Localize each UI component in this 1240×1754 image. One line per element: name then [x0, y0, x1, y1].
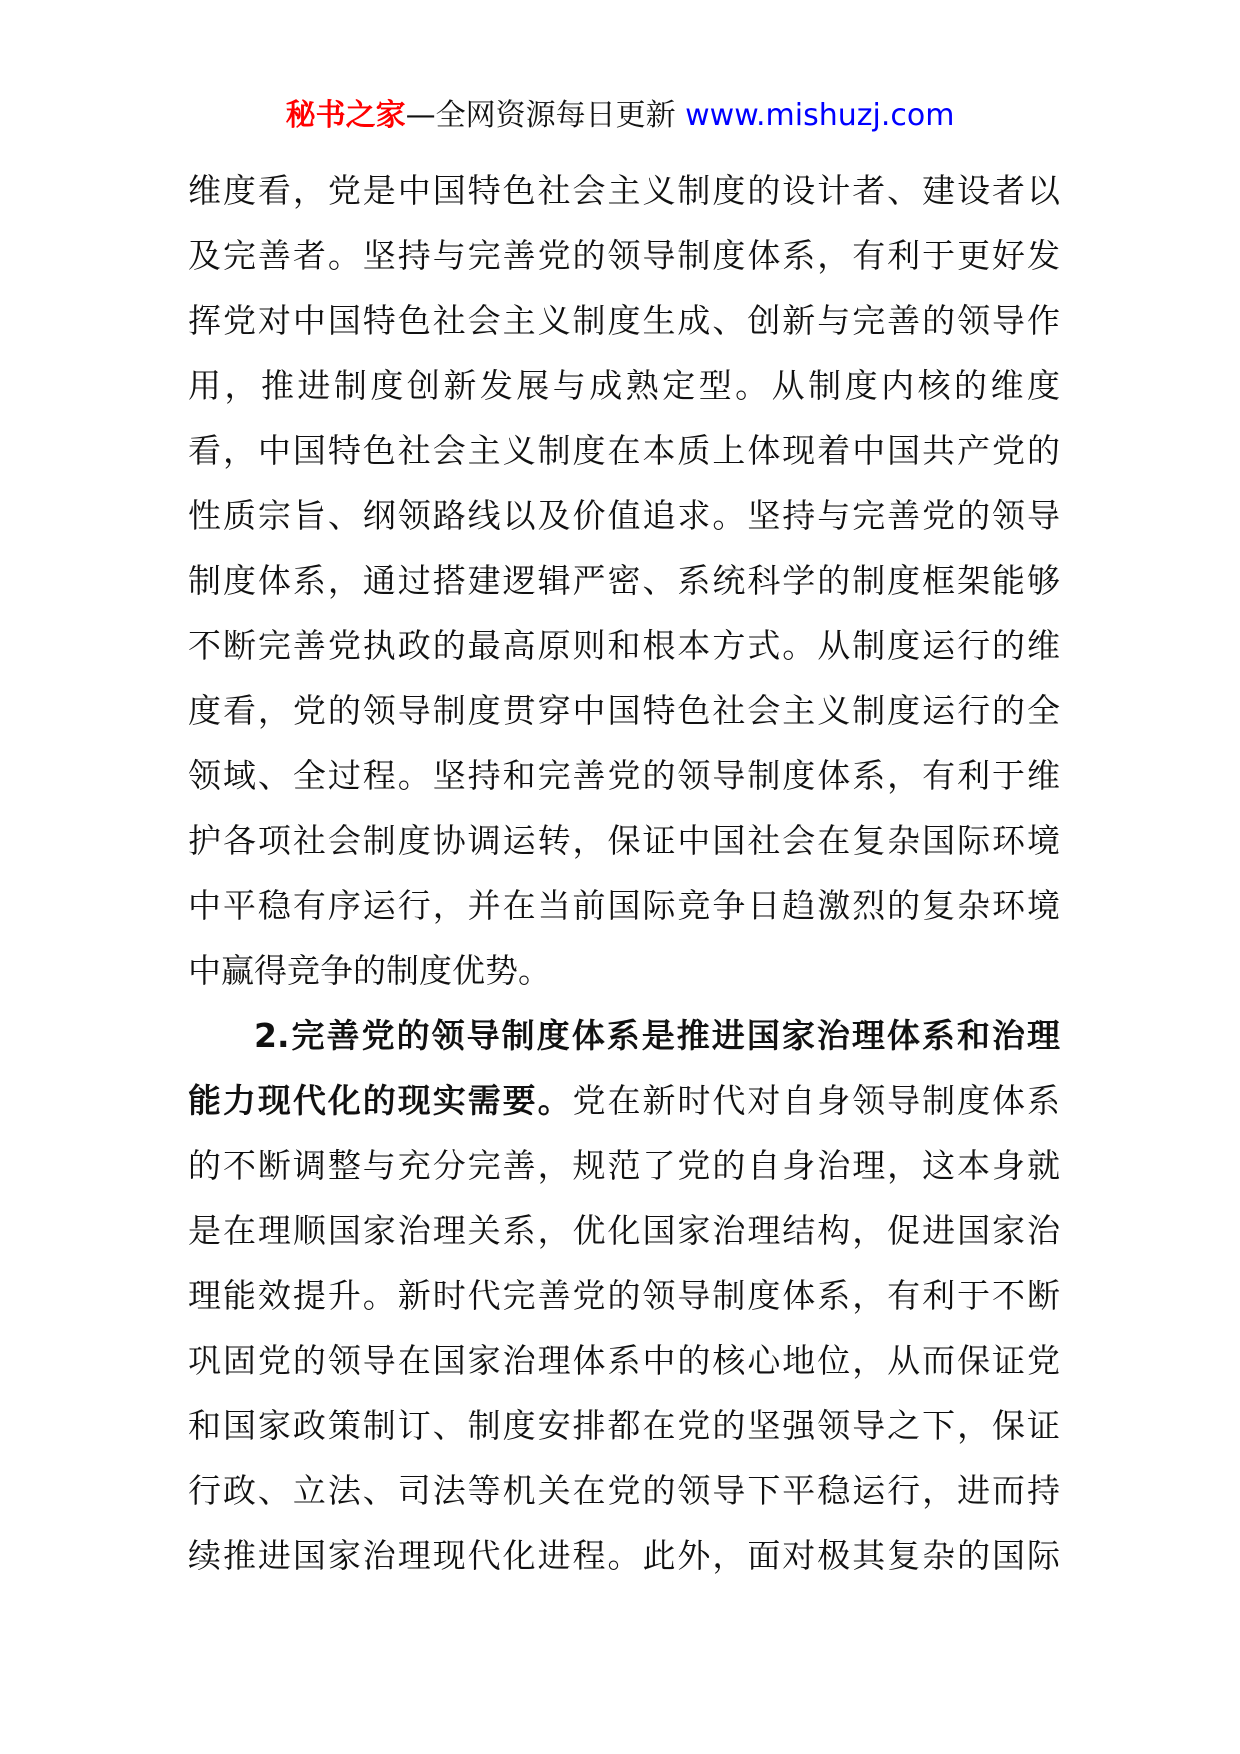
text-line: 性质宗旨、纲领路线以及价值追求。坚持与完善党的领导 — [188, 496, 1060, 535]
header-tagline: —全网资源每日更新 — [405, 98, 686, 133]
text-line: 的不断调整与充分完善，规范了党的自身治理，这本身就 — [188, 1146, 1060, 1185]
text-line-with-heading — [188, 1068, 1060, 1133]
text-line: 中赢得竞争的制度优势。 — [188, 951, 551, 990]
section-heading-end: 能力现代化的现实需要。 — [188, 1081, 573, 1120]
paragraph-2 — [188, 1003, 1060, 1588]
text-line: 领域、全过程。坚持和完善党的领导制度体系，有利于维 — [188, 756, 1060, 795]
site-url-link[interactable]: www.mishuzj.com — [685, 98, 955, 133]
text-line: 及完善者。坚持与完善党的领导制度体系，有利于更好发 — [188, 236, 1060, 275]
text-line: 巩固党的领导在国家治理体系中的核心地位，从而保证党 — [188, 1341, 1060, 1380]
text-line: 度看，党的领导制度贯穿中国特色社会主义制度运行的全 — [188, 691, 1060, 730]
text-line: 行政、立法、司法等机关在党的领导下平稳运行，进而持 — [188, 1471, 1060, 1510]
text-line: 看，中国特色社会主义制度在本质上体现着中国共产党的 — [188, 431, 1060, 470]
text-line: 理能效提升。新时代完善党的领导制度体系，有利于不断 — [188, 1276, 1060, 1315]
text-line: 中平稳有序运行，并在当前国际竞争日趋激烈的复杂环境 — [188, 886, 1060, 925]
text-line: 用，推进制度创新发展与成熟定型。从制度内核的维度 — [188, 366, 1060, 405]
text-line: 和国家政策制订、制度安排都在党的坚强领导之下，保证 — [188, 1406, 1060, 1445]
brand-name: 秘书之家 — [285, 98, 406, 133]
section-heading: 2.完善党的领导制度体系是推进国家治理体系和治理 — [254, 1016, 1060, 1055]
text-line: 护各项社会制度协调运转，保证中国社会在复杂国际环境 — [188, 821, 1060, 860]
document-body — [188, 158, 1060, 1588]
text-line-rest: 党在新时代对自身领导制度体系 — [572, 1081, 1061, 1120]
text-line: 维度看，党是中国特色社会主义制度的设计者、建设者以 — [188, 171, 1060, 210]
text-line: 挥党对中国特色社会主义制度生成、创新与完善的领导作 — [188, 301, 1060, 340]
text-line: 制度体系，通过搭建逻辑严密、系统科学的制度框架能够 — [188, 561, 1060, 600]
text-line: 不断完善党执政的最高原则和根本方式。从制度运行的维 — [188, 626, 1060, 665]
watermark-header — [0, 96, 1240, 136]
text-line: 续推进国家治理现代化进程。此外，面对极其复杂的国际 — [188, 1536, 1060, 1575]
text-line: 是在理顺国家治理关系，优化国家治理结构，促进国家治 — [188, 1211, 1060, 1250]
paragraph-1 — [188, 158, 1060, 1003]
